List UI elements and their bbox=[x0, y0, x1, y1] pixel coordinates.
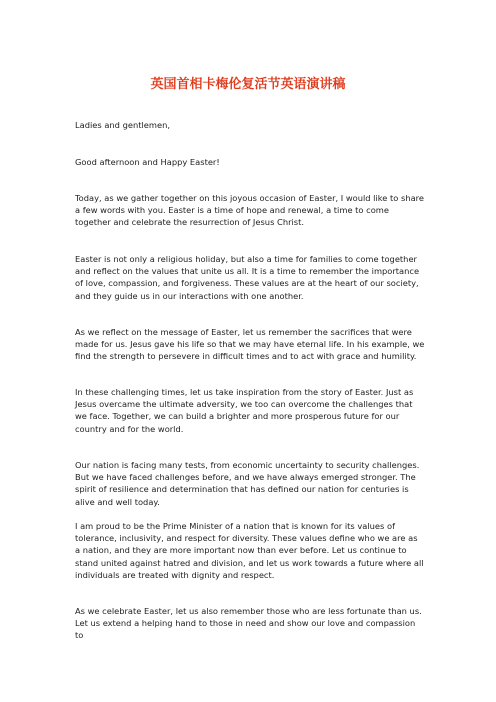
paragraph-body: As we reflect on the message of Easter, let us remember the sacrifices that were made for us. Jesus gave his life so that we may have eternal life. In his example, we find the strength to persevere in difficult times and to act with grace and humility. bbox=[75, 327, 425, 362]
paragraph-body: Easter is not only a religious holiday, but also a time for families to come together and reflect on the values that unite us all. It is a time to remember the importance of love, compassion, and forgiveness. These values are at the heart of our society, and they guide us in our interactions with one another. bbox=[75, 254, 420, 301]
paragraph-body: Today, as we gather together on this joyous occasion of Easter, I would like to share a few words with you. Easter is a time of hope and renewal, a time to come together and celebrate the resurrection of Jesus Christ. bbox=[75, 193, 425, 228]
paragraph-body: Our nation is facing many tests, from economic uncertainty to security challenges. But we have faced challenges before, and we have always emerged stronger. The spirit of resilience and determination that has defined our nation for centuries is alive and well today. bbox=[75, 460, 420, 507]
document-title: 英国首相卡梅伦复活节英语演讲稿 bbox=[150, 77, 346, 92]
paragraph-body: In these challenging times, let us take inspiration from the story of Easter. Just as Jesus overcame the ultimate adversity, we too can overcome the challenges that we face. Together, we can build a brighter and more prosperous future for our country and for the world. bbox=[75, 387, 414, 434]
paragraph-body: I am proud to be the Prime Minister of a nation that is known for its values of tolerance, inclusivity, and respect for diversity. These values define who we are as a nation, and they are more important now than ever before. Let us continue to stand united against hatred and division, and let us work towards a future where all individuals are treated with dignity and respect. bbox=[75, 521, 424, 580]
paragraph-greeting: Good afternoon and Happy Easter! bbox=[75, 157, 220, 167]
paragraph-body: As we celebrate Easter, let us also remember those who are less fortunate than us. Let us extend a helping hand to those in need and show our love and compassion to bbox=[75, 606, 422, 641]
paragraph-salutation: Ladies and gentlemen, bbox=[75, 120, 170, 130]
